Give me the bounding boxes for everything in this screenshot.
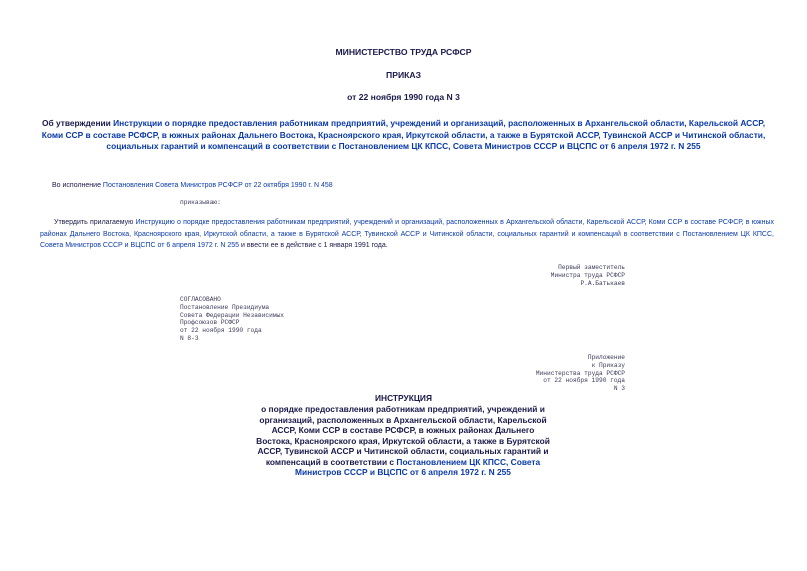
approve-prefix: Утвердить прилагаемую bbox=[54, 219, 136, 226]
agreed-line: N 8-3 bbox=[180, 334, 199, 342]
pursuant-paragraph bbox=[52, 182, 333, 189]
appendix-line: к Приказу bbox=[591, 361, 625, 369]
agreed-line: Совета Федерации Независимых bbox=[180, 311, 284, 319]
order-subject bbox=[40, 118, 767, 153]
agreed-line: СОГЛАСОВАНО bbox=[180, 296, 221, 303]
instruction-subtitle-text: о порядке предоставления работникам предприятий, учреждений и организаций, расположенных в Архангельской области, Карельской АССР, Коми ССР в составе РСФСР, в южных районах Дальнего Востока, Красноярского края, Иркутской области, а также в Бурятской АССР, Тувинской АССР и Читинской области, социальных гарантий и компенсаций в соответствии с bbox=[256, 404, 550, 467]
instruction-subtitle bbox=[253, 404, 553, 478]
appendix-line: Приложение bbox=[587, 354, 625, 361]
order-title: ПРИКАЗ bbox=[386, 70, 421, 80]
pursuant-link[interactable]: Постановления Совета Министров РСФСР от 22 октября 1990 г. N 458 bbox=[102, 182, 333, 189]
appendix-line: от 22 ноября 1990 года bbox=[543, 377, 625, 385]
signer-line: Первый заместитель bbox=[558, 264, 625, 271]
order-date: от 22 ноября 1990 года N 3 bbox=[347, 92, 460, 102]
signer-name: Р.А.Батькаев bbox=[580, 279, 625, 287]
pursuant-prefix: Во исполнение bbox=[52, 182, 103, 189]
order-subject-prefix: Об утверждении bbox=[41, 118, 114, 128]
signer-line: Министра труда РСФСР bbox=[550, 271, 625, 279]
order-subject-link[interactable]: Инструкции о порядке предоставления работникам предприятий, учреждений и организаций, расположенных в Архангельской области, Карельской АССР, Коми ССР в составе РСФСР, в южных районах Дальнего Востока, Красноярского края, Иркутской области, а также в Бурятской АССР, Тувинской АССР и Читинской области, социальных гарантий и компенсаций в соответствии с Постановлением ЦК КПСС, Совета Министров СССР и ВЦСПС от 6 апреля 1972 г. N 255 bbox=[41, 118, 766, 152]
instruction-title: ИНСТРУКЦИЯ bbox=[375, 393, 432, 403]
order-command: приказываю: bbox=[180, 199, 221, 206]
agreed-line: Постановление Президиума bbox=[180, 303, 270, 311]
signer-block bbox=[551, 264, 625, 287]
approve-link[interactable]: Инструкцию о порядке предоставления работникам предприятий, учреждений и организаций, расположенных в Архангельской области, Карельской АССР, Коми ССР в составе РСФСР, в южных районах Дальнего Востока, Красноярского края, Иркутской области, а также в Бурятской АССР, Тувинской АССР и Читинской области, социальных гарантий и компенсаций в соответствии с Постановлением ЦК КПСС, Совета Министров СССР и ВЦСПС от 6 апреля 1972 г. N 255 bbox=[40, 219, 774, 250]
ministry-title: МИНИСТЕРСТВО ТРУДА РСФСР bbox=[335, 47, 472, 57]
approve-suffix: и ввести ее в действие с 1 января 1991 года. bbox=[239, 242, 388, 250]
appendix-line: N 3 bbox=[613, 385, 625, 393]
agreed-line: от 22 ноября 1990 года bbox=[180, 327, 262, 335]
appendix-block bbox=[536, 354, 625, 393]
instruction-subtitle-link[interactable]: Постановлением ЦК КПСС, Совета Министров СССР и ВЦСПС от 6 апреля 1972 г. N 255 bbox=[295, 456, 541, 477]
agreed-block bbox=[180, 296, 284, 343]
appendix-line: Министерства труда РСФСР bbox=[535, 369, 625, 377]
approve-paragraph bbox=[40, 217, 774, 252]
agreed-line: Профсоюзов РСФСР bbox=[180, 319, 240, 327]
